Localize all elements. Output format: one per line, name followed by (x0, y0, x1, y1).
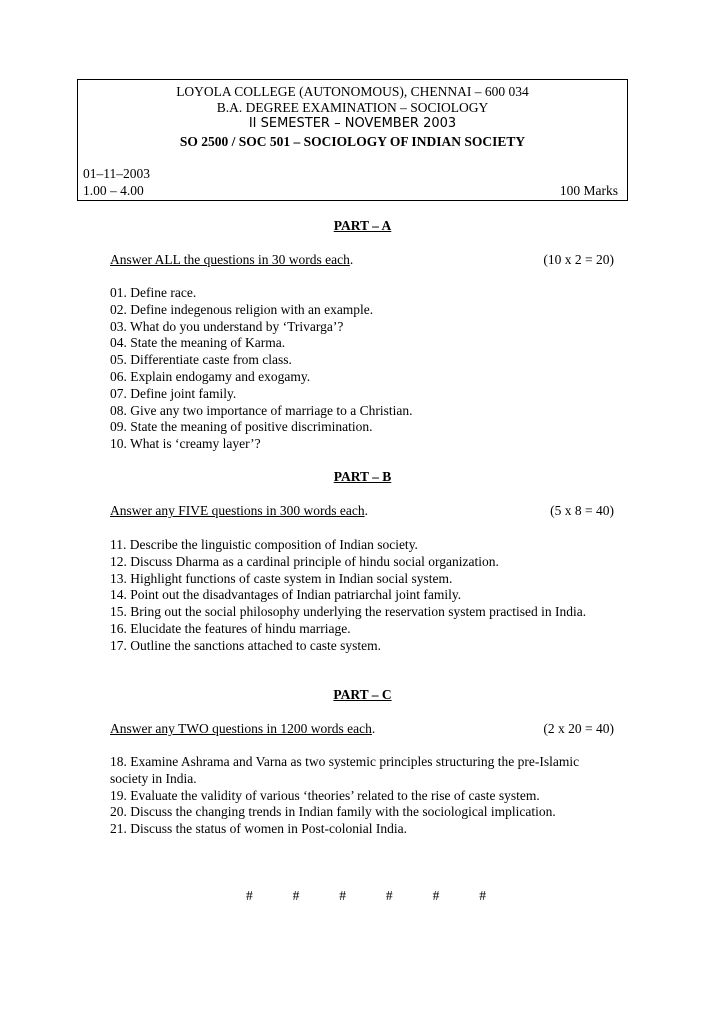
part-c-title: PART – C (333, 687, 392, 702)
total-marks: 100 Marks (559, 183, 618, 198)
question-item: 11. Describe the linguistic composition of Indian society. (110, 537, 418, 552)
question-item: 17. Outline the sanctions attached to caste system. (110, 637, 382, 653)
question-item: 07. Define joint family. (110, 385, 237, 401)
part-b-score: (5 x 8 = 40) (550, 503, 614, 518)
part-b-instruction-row (110, 503, 614, 520)
question-item: 02. Define indegenous religion with an example. (110, 301, 374, 317)
question-item: 03. What do you understand by ‘Trivarga’? (110, 318, 344, 334)
question-item: 15. Bring out the social philosophy underlying the reservation system practised in India. (110, 604, 587, 620)
part-b-question-list (110, 537, 610, 655)
part-a-title: PART – A (333, 218, 392, 233)
part-a-instruction: Answer ALL the questions in 30 words each (110, 252, 350, 267)
end-marks (246, 888, 486, 905)
exam-time: 1.00 – 4.00 (83, 183, 144, 198)
part-b-title: PART – B (333, 469, 392, 484)
end-mark: # (385, 888, 393, 903)
part-c-instruction-end: . (371, 721, 376, 736)
question-item: 10. What is ‘creamy layer’? (110, 436, 261, 452)
part-a-score: (10 x 2 = 20) (543, 252, 614, 267)
question-item: 18. Examine Ashrama and Varna as two systemic principles structuring the pre-Islamic society in India. (110, 754, 580, 786)
question-item: 04. State the meaning of Karma. (110, 335, 286, 351)
part-b-instruction-end: . (364, 503, 368, 518)
question-item: 05. Differentiate caste from class. (110, 352, 292, 368)
question-item: 21. Discuss the status of women in Post-colonial India. (110, 821, 407, 837)
part-b-instruction: Answer any FIVE questions in 300 words each (110, 503, 365, 518)
part-a-question-list (110, 285, 610, 453)
exam-date: 01–11–2003 (83, 166, 150, 181)
question-item: 16. Elucidate the features of hindu marriage. (110, 620, 351, 636)
question-item: 01. Define race. (110, 285, 197, 300)
end-mark: # (246, 888, 253, 903)
question-item: 13. Highlight functions of caste system in Indian social system. (110, 570, 453, 586)
part-c-score: (2 x 20 = 40) (543, 721, 614, 736)
question-item: 14. Point out the disadvantages of Indian patriarchal joint family. (110, 587, 462, 603)
question-item: 09. State the meaning of positive discrimination. (110, 419, 373, 435)
question-item: 12. Discuss Dharma as a cardinal principle of hindu social organization. (110, 553, 499, 569)
exam-header-box (77, 79, 628, 201)
part-a-instruction-row (110, 252, 614, 269)
semester-line: II SEMESTER – NOVEMBER 2003 (248, 116, 457, 131)
question-item: 20. Discuss the changing trends in Indian family with the sociological implication. (110, 804, 556, 820)
question-item: 06. Explain endogamy and exogamy. (110, 368, 311, 384)
end-mark: # (292, 888, 300, 903)
part-c-question-list (110, 754, 610, 838)
part-c-instruction: Answer any TWO questions in 1200 words each (110, 721, 372, 736)
part-c-instruction-row (110, 721, 614, 738)
course-title: SO 2500 / SOC 501 – SOCIOLOGY OF INDIAN SOCIETY (179, 134, 526, 149)
college-name: LOYOLA COLLEGE (AUTONOMOUS), CHENNAI – 600 034 (176, 84, 529, 99)
exam-title: B.A. DEGREE EXAMINATION – SOCIOLOGY (216, 100, 489, 115)
end-mark: # (339, 888, 347, 903)
end-mark: # (432, 888, 440, 903)
question-item: 19. Evaluate the validity of various ‘theories’ related to the rise of caste system. (110, 787, 540, 803)
part-a-instruction-end: . (349, 252, 354, 267)
end-mark: # (479, 888, 486, 903)
question-item: 08. Give any two importance of marriage to a Christian. (110, 402, 413, 418)
